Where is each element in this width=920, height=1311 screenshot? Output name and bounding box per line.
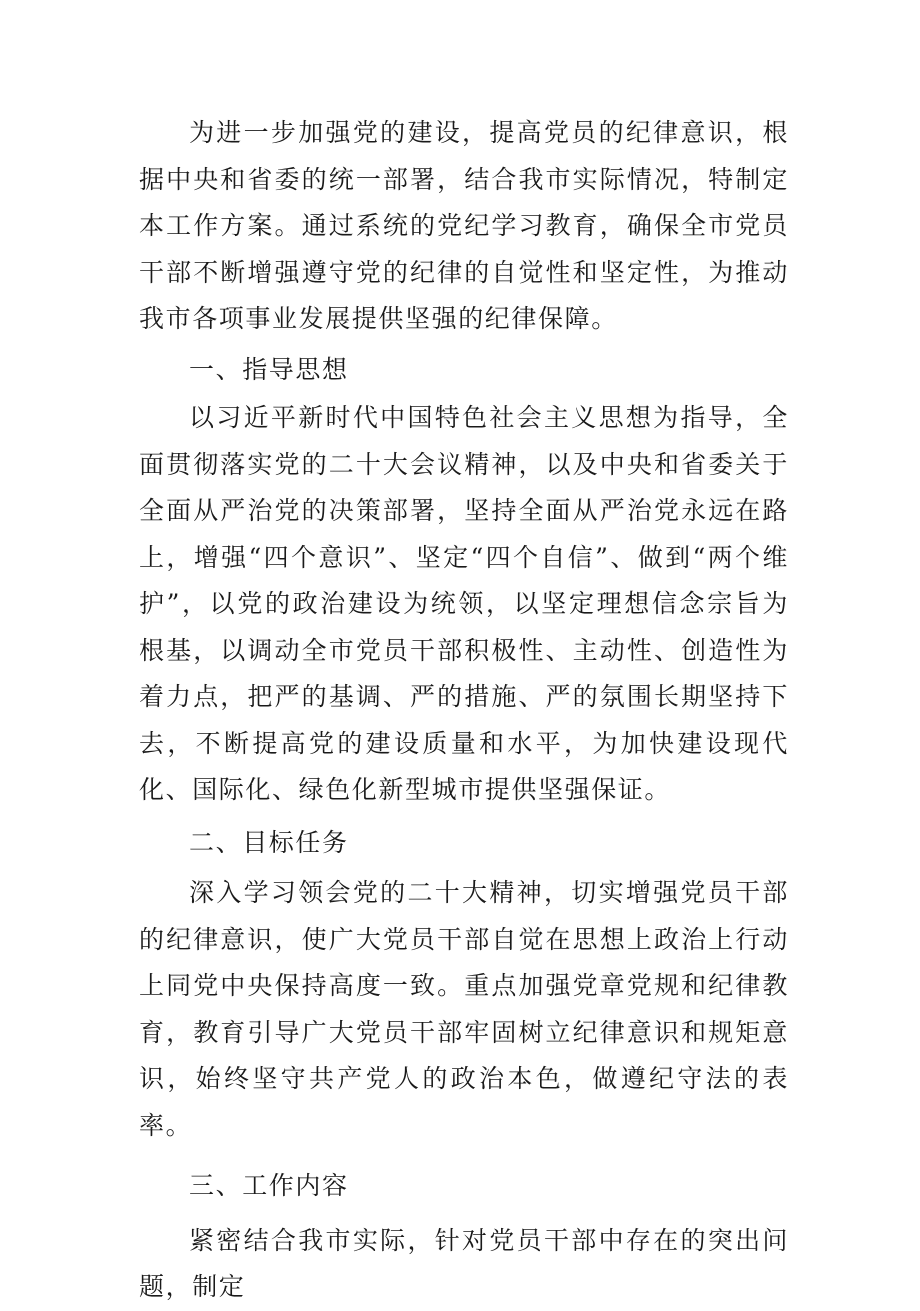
section-heading-work-content: 三、工作内容 [189, 1171, 349, 1200]
section-heading-guiding-ideology: 一、指导思想 [189, 354, 349, 384]
section-body-guiding-ideology: 以习近平新时代中国特色社会主义思想为指导，全面贯彻落实党的二十大会议精神，以及中央和省委关于全面从严治党的决策部署，坚持全面从严治党永远在路上，增强“四个意识”、坚定“四个自信”、做到“两个维护”，以党的政治建设为统领，以坚定理想信念宗旨为根基，以调动全市党员干部积极性、主动性、创造性为着力点，把严的基调、严的措施、严的氛围长期坚持下去，不断提高党的建设质量和水平，为加快建设现代化、国际化、绿色化新型城市提供坚强保证。 [139, 403, 789, 804]
intro-paragraph: 为进一步加强党的建设，提高党员的纪律意识，根据中央和省委的统一部署，结合我市实际情况，特制定本工作方案。通过系统的党纪学习教育，确保全市党员干部不断增强遵守党的纪律的自觉性和坚定性，为推动我市各项事业发展提供坚强的纪律保障。 [139, 118, 789, 333]
section-body-work-content: 紧密结合我市实际，针对党员干部中存在的突出问题，制定 [139, 1225, 789, 1301]
document-body [139, 110, 789, 1311]
section-heading-goals-tasks: 二、目标任务 [189, 827, 349, 857]
section-body-goals-tasks: 深入学习领会党的二十大精神，切实增强党员干部的纪律意识，使广大党员干部自觉在思想上政治上行动上同党中央保持高度一致。重点加强党章党规和纪律教育，教育引导广大党员干部牢固树立纪律意识和规矩意识，始终坚守共产党人的政治本色，做遵纪守法的表率。 [139, 878, 789, 1140]
